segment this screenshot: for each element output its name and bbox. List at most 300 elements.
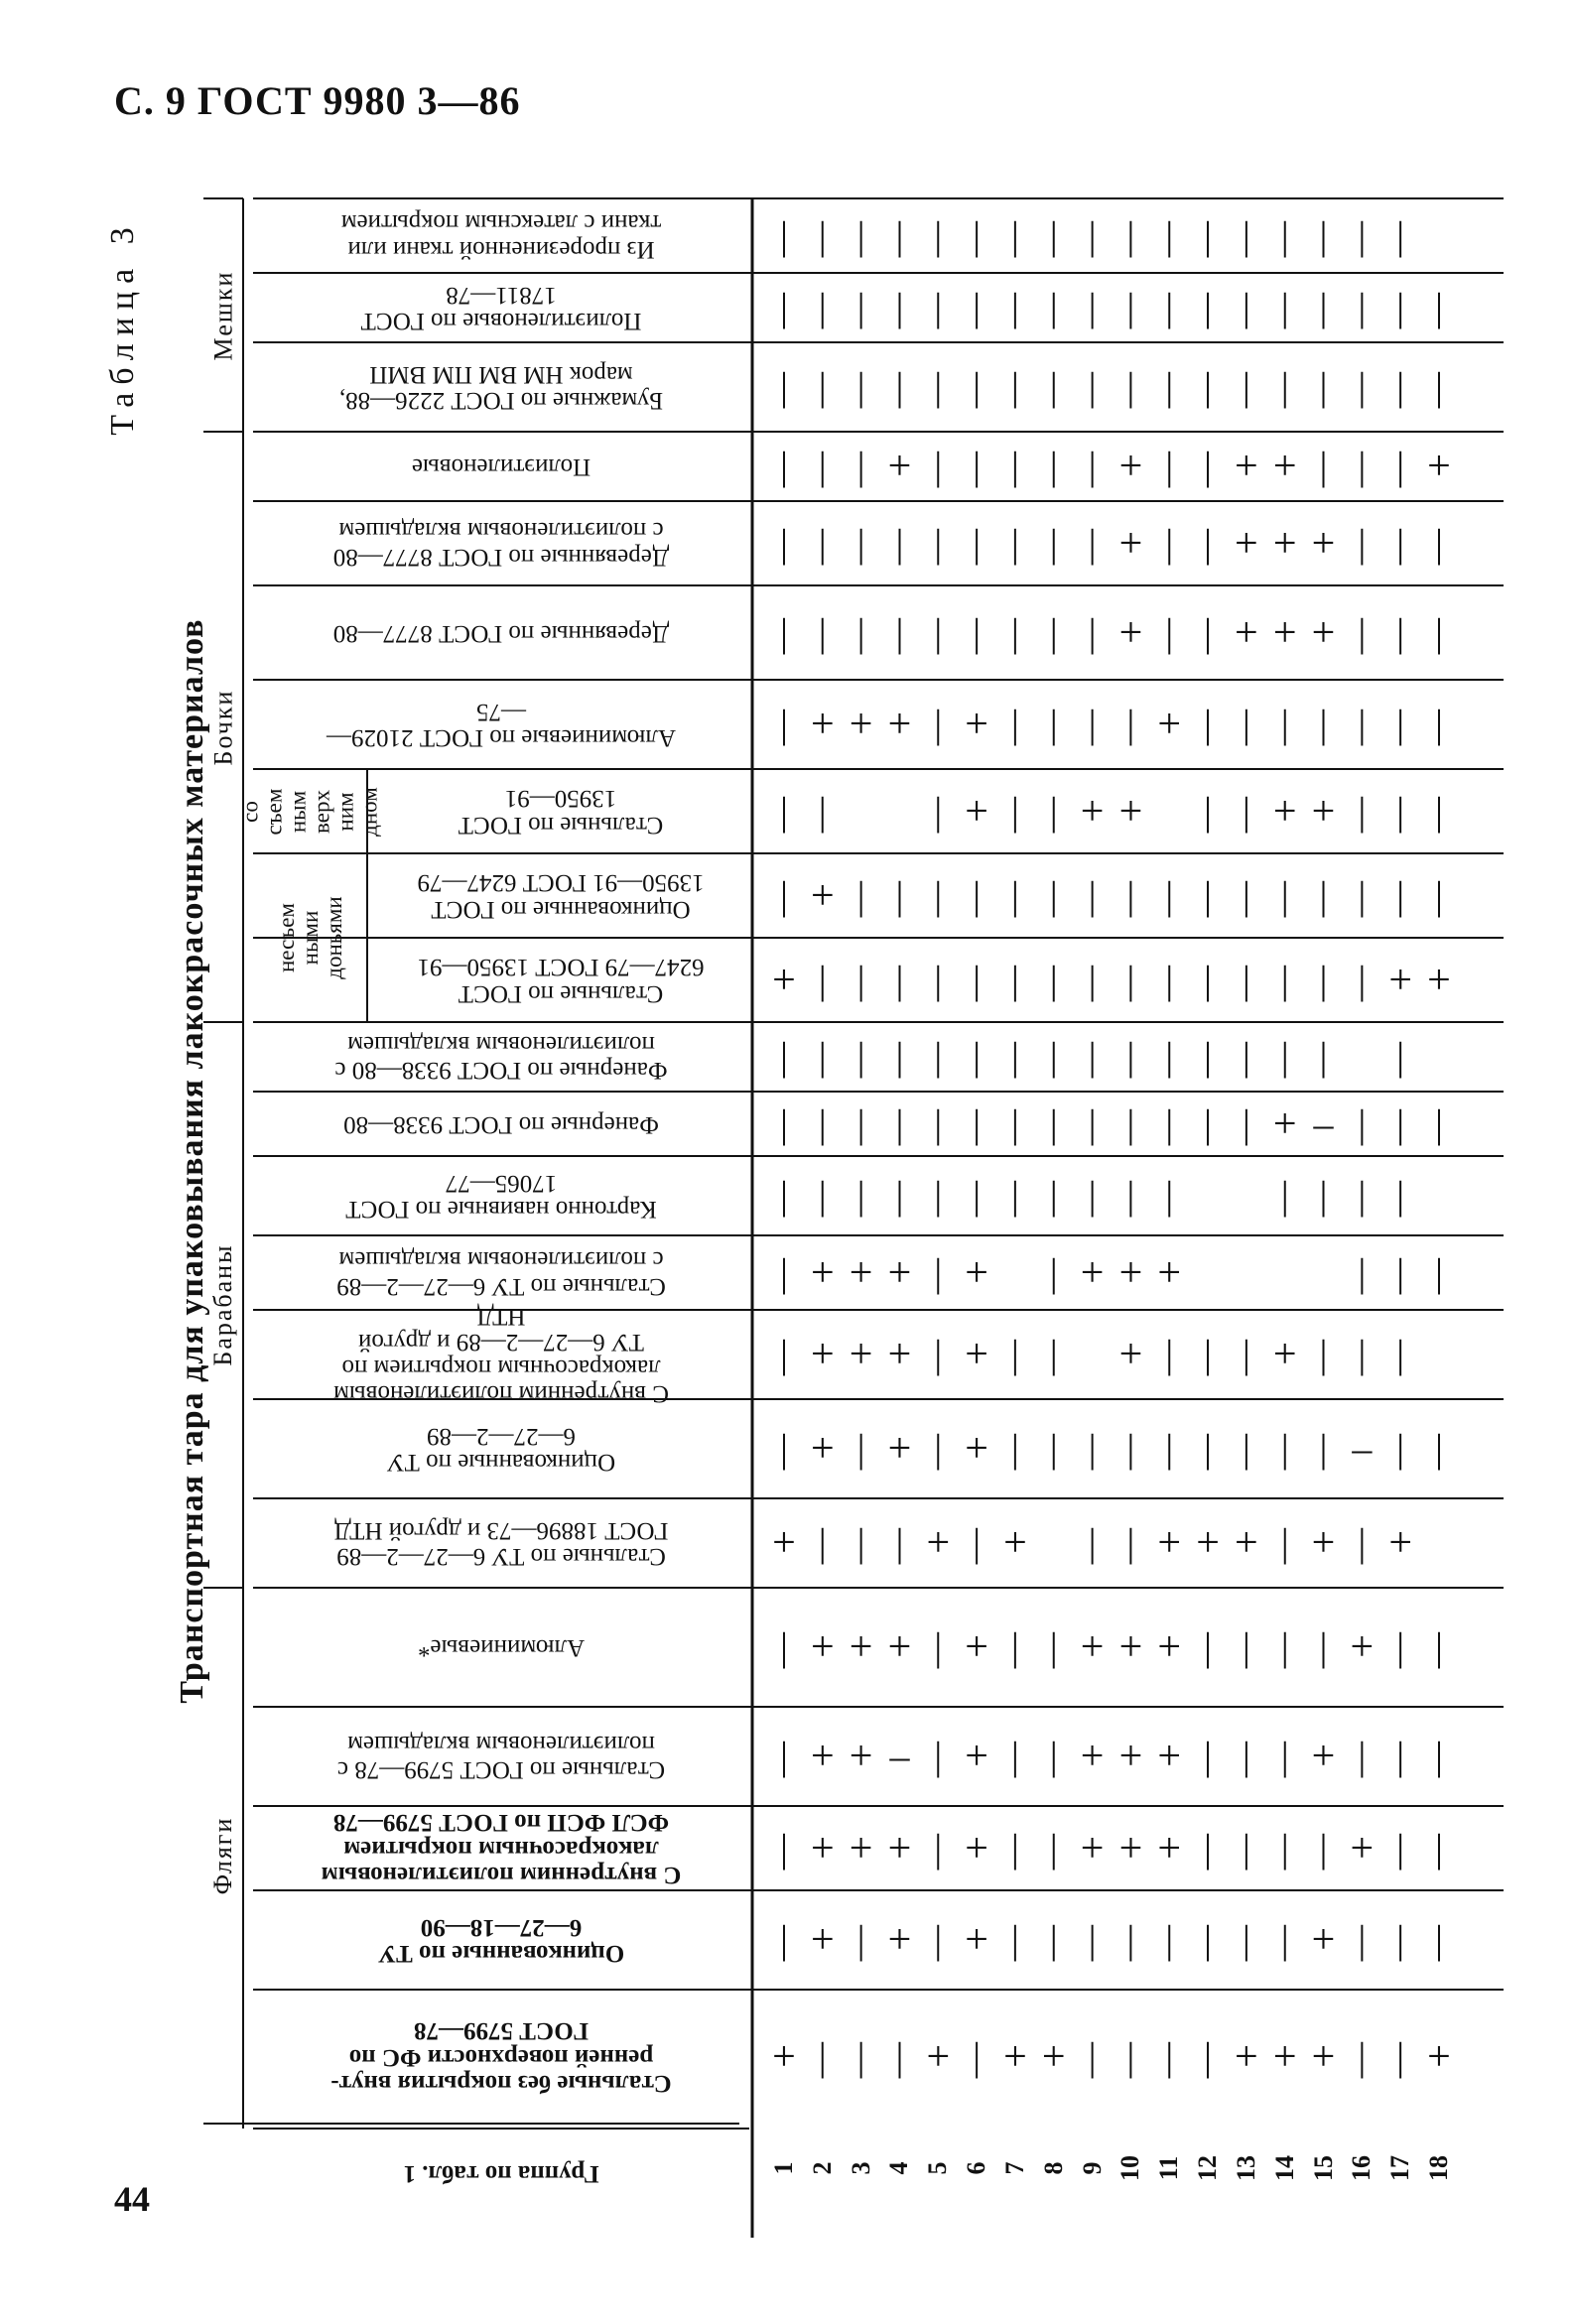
cell-plus: + (1080, 1825, 1105, 1872)
column-header: Фанерные по ГОСТ 9338—80 (343, 1110, 659, 1138)
group-header: Барабаны (208, 1243, 238, 1366)
cell-dash: | (934, 1426, 943, 1471)
cell-dash: | (1358, 1173, 1367, 1218)
group-number: 15 (1308, 2155, 1338, 2181)
cell-plus: + (1311, 1520, 1336, 1566)
cell-plus: + (1080, 1249, 1105, 1296)
cell-plus: + (887, 1825, 912, 1872)
cell-plus: + (1272, 520, 1297, 567)
cell-dash: | (1010, 788, 1019, 834)
column-header: Стальные по ТУ 6—27—2—89 с полиэтиленовым вкладышем (336, 1246, 666, 1300)
cell-dash: | (1396, 2033, 1405, 2079)
cell-dash: | (1280, 1034, 1289, 1079)
cell-dash: | (1165, 957, 1174, 1002)
group-number: 1 (769, 2161, 798, 2175)
cell-dash: | (973, 1034, 982, 1079)
cell-dash: | (1049, 702, 1058, 746)
cell-dash: | (1088, 1034, 1097, 1079)
cell-plus: + (887, 1249, 912, 1296)
cell-dash: | (1319, 1426, 1328, 1471)
cell-plus: + (1157, 1520, 1182, 1566)
cell-dash: | (1204, 2033, 1213, 2079)
cell-plus: + (1311, 1917, 1336, 1963)
group-number: 8 (1038, 2161, 1068, 2175)
cell-dash: | (1280, 285, 1289, 329)
cell-dash: | (1242, 872, 1250, 918)
column-header: Стальные по ГОСТ 13950—91 (458, 785, 664, 839)
cell-dash: | (895, 1100, 904, 1146)
cell-dash: | (934, 609, 943, 655)
cell-dash: | (934, 1917, 943, 1962)
cell-dash: | (895, 1520, 904, 1565)
cell-dash: | (973, 2033, 982, 2079)
cell-dash: | (1165, 1332, 1174, 1376)
cell-dash: | (856, 444, 865, 488)
cell-plus: + (965, 1917, 988, 1963)
cell-dash: | (1358, 2033, 1367, 2079)
cell-dash: | (1049, 520, 1058, 566)
cell-plus: + (887, 702, 912, 747)
cell-dash: | (895, 872, 904, 918)
cell-dash: | (1088, 872, 1097, 918)
cell-dash: | (973, 872, 982, 918)
cell-dash: | (1010, 520, 1019, 566)
cell-dash: | (818, 1100, 827, 1146)
cell-dash: | (1126, 1426, 1135, 1471)
cell-dash: | (934, 444, 943, 488)
cell-plus: + (965, 1426, 988, 1472)
cell-dash: | (1088, 1917, 1097, 1962)
cell-dash: | (1242, 285, 1250, 329)
cell-dash: | (779, 872, 788, 918)
cell-dash: | (1396, 788, 1405, 834)
cell-dash: | (856, 1173, 865, 1218)
cell-dash: | (779, 788, 788, 834)
cell-dash: | (1358, 1100, 1367, 1146)
cell-dash: | (934, 212, 943, 258)
page-number: 44 (114, 2179, 150, 2219)
cell-dash: | (1010, 1332, 1019, 1376)
cell-dash: | (934, 957, 943, 1002)
cell-plus: + (926, 2033, 951, 2080)
cell-dash: | (1010, 212, 1019, 258)
cell-plus: + (810, 1249, 835, 1296)
cell-dash: | (1242, 1825, 1250, 1871)
cell-dash: | (1396, 1100, 1405, 1146)
cell-dash: | (1358, 702, 1367, 746)
column-header: Полиэтиленовые по ГОСТ 17811—78 (360, 282, 642, 335)
cell-dash: | (1396, 1173, 1405, 1218)
cell-dash: | (1088, 2033, 1097, 2079)
cell-plus: + (772, 1520, 796, 1566)
cell-dash: | (1010, 957, 1019, 1002)
cell-dash: | (1204, 1332, 1213, 1376)
cell-dash: | (1358, 1332, 1367, 1376)
cell-dash: | (1088, 212, 1097, 258)
cell-dash: | (1088, 1426, 1097, 1471)
cell-dash: | (1434, 1825, 1443, 1871)
cell-dash: | (1049, 1249, 1058, 1295)
cell-plus: + (1272, 609, 1297, 656)
cell-dash: | (1280, 1426, 1289, 1471)
group-number: 2 (807, 2161, 837, 2175)
cell-plus: + (772, 2033, 796, 2080)
cell-dash: | (1010, 1034, 1019, 1079)
cell-plus: + (1272, 444, 1297, 489)
cell-dash: | (1165, 1426, 1174, 1471)
page-header: С. 9 ГОСТ 9980 3—86 (114, 78, 521, 123)
cell-dash: | (1204, 1734, 1213, 1778)
cell-plus: + (810, 1332, 835, 1377)
cell-dash: | (1204, 444, 1213, 488)
cell-plus: + (1311, 2033, 1336, 2080)
cell-dash: | (818, 788, 827, 834)
cell-dash: | (1319, 957, 1328, 1002)
cell-dash: | (1204, 957, 1213, 1002)
cell-dash: | (973, 212, 982, 258)
cell-dash: | (934, 702, 943, 746)
cell-dash: | (1049, 1624, 1058, 1669)
cell-dash: | (779, 609, 788, 655)
cell-plus: + (1157, 702, 1182, 747)
cell-dash: | (1126, 1917, 1135, 1962)
cell-plus: + (1157, 1734, 1182, 1779)
group-number: 10 (1115, 2155, 1145, 2181)
cell-dash: | (1010, 444, 1019, 488)
cell-dash: | (895, 2033, 904, 2079)
cell-dash: | (779, 1249, 788, 1295)
cell-plus: + (1272, 1332, 1297, 1377)
column-header: Алюминиевые по ГОСТ 21029— —75 (327, 699, 676, 752)
cell-dash: | (1165, 364, 1174, 409)
cell-dash: | (1319, 1173, 1328, 1218)
cell-plus: + (1041, 2033, 1066, 2080)
cell-dash: | (895, 364, 904, 409)
cell-dash: | (1126, 2033, 1135, 2079)
cell-dash: | (1126, 212, 1135, 258)
cell-dash: – (1352, 1426, 1373, 1471)
cell-dash: | (1242, 1332, 1250, 1376)
cell-dash: | (1280, 1825, 1289, 1871)
cell-dash: | (1204, 1825, 1213, 1871)
cell-dash: | (1088, 1520, 1097, 1565)
subgroup-header: несъем ными доньями (273, 896, 346, 979)
cell-dash: | (1204, 788, 1213, 834)
cell-dash: | (973, 520, 982, 566)
cell-plus: + (772, 957, 796, 1003)
cell-dash: | (1434, 1100, 1443, 1146)
cell-dash: | (1010, 1173, 1019, 1218)
cell-dash: | (779, 444, 788, 488)
cell-dash: | (1358, 212, 1367, 258)
cell-dash: | (1049, 1034, 1058, 1079)
cell-plus: + (1427, 957, 1451, 1003)
column-header: Оцинкованные по ГОСТ 13950—91 ГОСТ 6247—79 (417, 869, 705, 923)
cell-dash: | (1319, 1332, 1328, 1376)
column-header: Алюминиевые* (417, 1634, 586, 1662)
cell-dash: | (1280, 212, 1289, 258)
cell-dash: | (1204, 1624, 1213, 1669)
cell-dash: | (1396, 1034, 1405, 1079)
cell-plus: + (1235, 609, 1258, 656)
cell-dash: | (1204, 364, 1213, 409)
cell-dash: | (1049, 1917, 1058, 1962)
cell-dash: | (1319, 1034, 1328, 1079)
cell-dash: | (1280, 1173, 1289, 1218)
column-header: Картонно навивные по ГОСТ 17065—77 (345, 1170, 657, 1224)
cell-dash: | (856, 1917, 865, 1962)
cell-dash: | (1204, 1426, 1213, 1471)
cell-dash: | (1126, 872, 1135, 918)
cell-dash: | (1434, 872, 1443, 918)
column-header: Стальные по ГОСТ 5799—78 с полиэтиленовым вкладышем (336, 1731, 666, 1784)
cell-dash: | (1010, 1734, 1019, 1778)
cell-dash: | (934, 1249, 943, 1295)
cell-dash: | (1358, 788, 1367, 834)
cell-plus: + (1311, 609, 1336, 656)
cell-dash: | (934, 872, 943, 918)
cell-dash: | (1434, 1917, 1443, 1962)
cell-dash: | (1358, 1917, 1367, 1962)
cell-dash: | (1165, 1173, 1174, 1218)
cell-dash: | (1319, 1624, 1328, 1669)
cell-plus: + (1235, 2033, 1258, 2080)
cell-plus: + (1157, 1249, 1182, 1296)
row-header-label: Группа по табл. 1 (403, 2160, 599, 2188)
cell-dash: | (895, 212, 904, 258)
cell-plus: + (810, 1734, 835, 1779)
column-header: Из прорезиненной ткани или ткани с латексным покрытием (340, 209, 662, 263)
cell-dash: | (856, 285, 865, 329)
cell-dash: | (934, 1734, 943, 1778)
table-label: Таблица 3 (104, 219, 141, 436)
cell-dash: | (856, 872, 865, 918)
cell-dash: | (1242, 1917, 1250, 1962)
cell-dash: | (1358, 1249, 1367, 1295)
cell-dash: | (1358, 364, 1367, 409)
cell-dash: | (1396, 1426, 1405, 1471)
cell-dash: | (934, 1332, 943, 1376)
cell-plus: + (1235, 1520, 1258, 1566)
cell-plus: + (810, 1624, 835, 1670)
cell-plus: + (1118, 1624, 1143, 1670)
cell-dash: | (1088, 444, 1097, 488)
cell-dash: | (973, 444, 982, 488)
column-header: С внутренним полиэтиленовым лакокрасочным покрытием по ТУ 6—27—2—89 и другой НТД (333, 1302, 669, 1408)
cell-dash: | (1319, 872, 1328, 918)
cell-plus: + (1196, 1520, 1220, 1566)
cell-dash: | (1280, 1520, 1289, 1565)
cell-dash: | (934, 1825, 943, 1871)
cell-dash: | (1434, 1734, 1443, 1778)
cell-dash: | (1049, 1426, 1058, 1471)
cell-dash: | (1204, 520, 1213, 566)
column-header: Фанерные по ГОСТ 9338—80 с полиэтиленовым вкладышем (334, 1031, 668, 1085)
cell-dash: | (818, 444, 827, 488)
cell-dash: | (1396, 1249, 1405, 1295)
cell-dash: | (895, 1173, 904, 1218)
cell-plus: + (810, 1825, 835, 1872)
cell-dash: | (1396, 1624, 1405, 1669)
cell-dash: | (973, 957, 982, 1002)
cell-plus: + (1157, 1624, 1182, 1670)
cell-dash: | (779, 1734, 788, 1778)
column-header: С внутренним полиэтиленовым лакокрасочным покрытием ФСЛ ФСП по ГОСТ 5799—78 (321, 1809, 682, 1888)
cell-dash: | (779, 1917, 788, 1962)
cell-dash: | (1126, 1173, 1135, 1218)
cell-dash: | (1242, 212, 1250, 258)
cell-dash: | (779, 1426, 788, 1471)
group-number: 3 (846, 2161, 875, 2175)
column-header: Полиэтиленовые (411, 453, 591, 481)
group-number: 4 (884, 2161, 914, 2175)
cell-dash: | (1280, 957, 1289, 1002)
cell-dash: | (1434, 1624, 1443, 1669)
cell-plus: + (810, 1426, 835, 1472)
cell-dash: | (1126, 957, 1135, 1002)
cell-dash: | (856, 1520, 865, 1565)
cell-dash: | (1049, 444, 1058, 488)
cell-dash: | (1396, 285, 1405, 329)
group-number: 14 (1269, 2155, 1299, 2181)
cell-dash: | (1396, 1825, 1405, 1871)
cell-plus: + (965, 788, 988, 835)
cell-plus: + (887, 1426, 912, 1472)
cell-plus: + (1311, 520, 1336, 567)
cell-dash: | (818, 1173, 827, 1218)
column-header: Стальные по ТУ 6—27—2—89 ГОСТ 18896—73 и другой НТД (333, 1517, 669, 1571)
column-header: Оцинкованные по ТУ 6—27—18—90 (377, 1914, 625, 1968)
cell-dash: | (779, 212, 788, 258)
cell-plus: + (849, 1734, 873, 1779)
group-number: 12 (1193, 2155, 1223, 2181)
cell-dash: | (818, 1520, 827, 1565)
group-number: 11 (1154, 2155, 1184, 2181)
cell-dash: | (1358, 609, 1367, 655)
cell-dash: | (934, 285, 943, 329)
column-header: Стальные без покрытия внут- ренней поверхности ФС по ГОСТ 5799—78 (330, 2017, 672, 2097)
cell-dash: | (1396, 364, 1405, 409)
cell-plus: + (1350, 1825, 1375, 1872)
cell-dash: | (779, 702, 788, 746)
group-header: Фляги (208, 1816, 238, 1895)
cell-plus: + (926, 1520, 951, 1566)
cell-dash: | (818, 285, 827, 329)
group-number: 5 (923, 2161, 953, 2175)
cell-plus: + (1272, 1100, 1297, 1147)
group-header: Мешки (208, 270, 238, 360)
cell-dash: | (1358, 872, 1367, 918)
cell-plus: + (965, 1624, 988, 1670)
cell-dash: | (1280, 1734, 1289, 1778)
cell-plus: + (965, 702, 988, 747)
cell-dash: | (1280, 872, 1289, 918)
cell-dash: | (818, 520, 827, 566)
column-header: Оцинкованные по ТУ 6—27—2—89 (386, 1423, 616, 1477)
subgroup-header: со съем ным верх ним дном (237, 786, 382, 837)
cell-dash: | (1049, 872, 1058, 918)
cell-dash: | (1165, 285, 1174, 329)
cell-dash: | (1049, 957, 1058, 1002)
cell-dash: | (1204, 212, 1213, 258)
cell-plus: + (1118, 1825, 1143, 1872)
cell-plus: + (965, 1332, 988, 1377)
cell-plus: + (810, 702, 835, 747)
cell-dash: | (1165, 2033, 1174, 2079)
cell-plus: + (1118, 444, 1143, 489)
cell-dash: | (1010, 1917, 1019, 1962)
cell-dash: | (1358, 1520, 1367, 1565)
cell-dash: | (856, 364, 865, 409)
group-number: 18 (1424, 2155, 1453, 2181)
cell-dash: | (973, 364, 982, 409)
cell-dash: | (1165, 609, 1174, 655)
cell-dash: | (934, 1624, 943, 1669)
cell-dash: | (1358, 1734, 1367, 1778)
cell-dash: | (779, 1624, 788, 1669)
cell-dash: | (1088, 702, 1097, 746)
cell-dash: | (856, 1034, 865, 1079)
cell-plus: + (1235, 444, 1258, 489)
cell-plus: + (1080, 1624, 1105, 1670)
cell-dash: | (1319, 212, 1328, 258)
cell-dash: | (1242, 702, 1250, 746)
cell-dash: | (973, 1100, 982, 1146)
cell-dash: | (934, 1100, 943, 1146)
cell-dash: | (779, 1100, 788, 1146)
cell-dash: | (818, 609, 827, 655)
cell-dash: | (1319, 702, 1328, 746)
cell-dash: | (1434, 285, 1443, 329)
group-number: 16 (1347, 2155, 1376, 2181)
cell-dash: | (1396, 1734, 1405, 1778)
cell-dash: | (1204, 1917, 1213, 1962)
cell-dash: | (1204, 872, 1213, 918)
cell-dash: | (1049, 1100, 1058, 1146)
cell-dash: | (1165, 212, 1174, 258)
cell-dash: | (1434, 1249, 1443, 1295)
cell-dash: | (856, 520, 865, 566)
cell-dash: | (856, 1100, 865, 1146)
cell-dash: | (1049, 285, 1058, 329)
cell-dash: | (1204, 1100, 1213, 1146)
cell-dash: | (1242, 788, 1250, 834)
cell-dash: | (1434, 702, 1443, 746)
cell-plus: + (1427, 2033, 1451, 2080)
cell-dash: | (1165, 1034, 1174, 1079)
cell-dash: | (818, 1034, 827, 1079)
cell-dash: | (1204, 702, 1213, 746)
cell-dash: | (1126, 1034, 1135, 1079)
cell-dash: | (1165, 1100, 1174, 1146)
cell-dash: | (1165, 872, 1174, 918)
cell-plus: + (1080, 1734, 1105, 1779)
cell-dash: | (1010, 1100, 1019, 1146)
cell-dash: | (1049, 1332, 1058, 1376)
group-number: 13 (1231, 2155, 1260, 2181)
cell-dash: | (856, 609, 865, 655)
cell-plus: + (849, 1624, 873, 1670)
cell-plus: + (1235, 520, 1258, 567)
cell-plus: + (1388, 957, 1413, 1003)
cell-dash: | (1049, 788, 1058, 834)
cell-dash: | (1204, 285, 1213, 329)
cell-plus: + (849, 702, 873, 747)
cell-dash: | (856, 1426, 865, 1471)
cell-dash: | (1396, 444, 1405, 488)
cell-dash: | (1396, 872, 1405, 918)
cell-dash: | (1165, 444, 1174, 488)
